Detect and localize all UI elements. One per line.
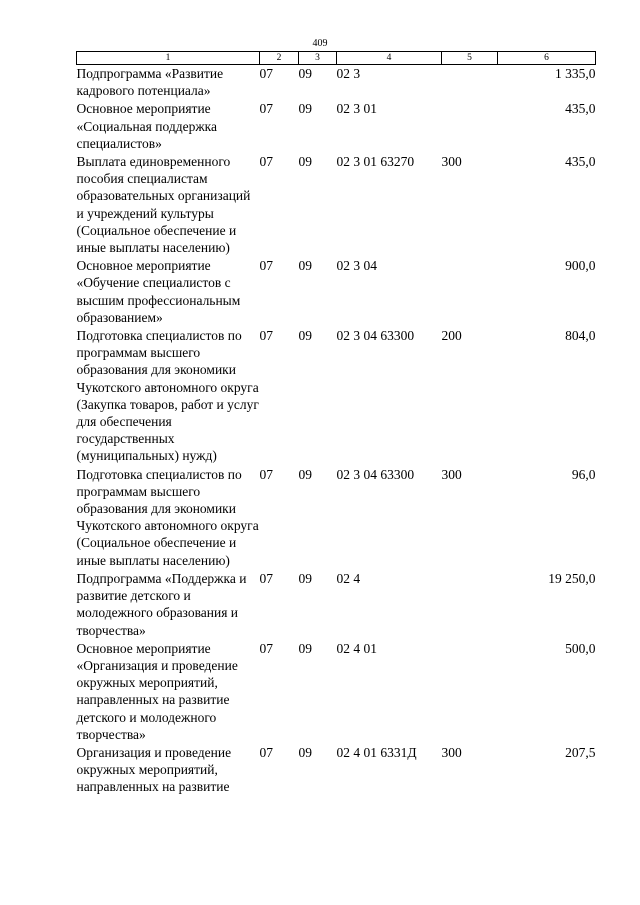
- row-name: Подпрограмма «Поддержка и развитие детского и молодежного образования и творчества»: [76, 570, 247, 638]
- row-target-article: 02 3 01 63270: [336, 154, 415, 170]
- row-expense-type: 300: [441, 466, 462, 482]
- column-header: 1: [77, 52, 260, 65]
- row-target-article: 02 3 04: [336, 258, 377, 274]
- column-header: 3: [299, 52, 337, 65]
- row-target-article: 02 4 01: [336, 640, 377, 656]
- row-name: Подготовка специалистов по программам высшего образования для экономики Чукотского автономного округа (Закупка товаров, работ и услуг для обеспечения государственных (муниципальных) нужд): [76, 328, 259, 464]
- column-header: 6: [498, 52, 596, 65]
- row-section: 07: [259, 258, 273, 274]
- row-section: 07: [259, 154, 273, 170]
- row-section: 07: [259, 466, 273, 482]
- row-expense-type: 300: [441, 744, 462, 760]
- row-amount: 435,0: [565, 154, 596, 170]
- row-name: Подпрограмма «Развитие кадрового потенциала»: [76, 66, 224, 99]
- row-amount: 435,0: [565, 101, 596, 117]
- row-name: Основное мероприятие «Социальная поддержка специалистов»: [76, 101, 217, 151]
- row-subsection: 09: [298, 66, 312, 81]
- table-row: [77, 570, 596, 640]
- row-subsection: 09: [298, 570, 312, 586]
- row-expense-type: [442, 65, 498, 101]
- row-expense-type: [442, 100, 498, 153]
- row-section: 07: [259, 744, 273, 760]
- row-name: Организация и проведение окружных мероприятий, направленных на развитие: [76, 744, 232, 795]
- table-row: [77, 466, 596, 570]
- row-subsection: 09: [298, 154, 312, 170]
- table-header: [77, 52, 596, 65]
- column-header: 2: [260, 52, 299, 65]
- row-target-article: 02 3 01: [336, 101, 377, 117]
- row-amount: 500,0: [565, 640, 596, 656]
- row-section: 07: [259, 328, 273, 344]
- row-target-article: 02 4: [336, 570, 361, 586]
- row-subsection: 09: [298, 101, 312, 117]
- row-target-article: 02 3 04 63300: [336, 328, 415, 344]
- column-header: 4: [337, 52, 442, 65]
- row-section: 07: [259, 570, 273, 586]
- table-row: [77, 327, 596, 466]
- row-amount: 207,5: [565, 744, 596, 760]
- table-row: [77, 640, 596, 744]
- row-name: Подготовка специалистов по программам высшего образования для экономики Чукотского автономного округа (Социальное обеспечение и иные выплаты населению): [76, 466, 259, 568]
- row-subsection: 09: [298, 258, 312, 274]
- row-name: Основное мероприятие «Обучение специалистов с высшим профессиональным образованием»: [76, 258, 241, 325]
- table-row: [77, 153, 596, 257]
- row-section: 07: [259, 101, 273, 117]
- row-section: 07: [259, 640, 273, 656]
- table-row: [77, 744, 596, 797]
- row-subsection: 09: [298, 328, 312, 344]
- table-row: [77, 257, 596, 327]
- row-target-article: 02 3 04 63300: [336, 466, 415, 482]
- row-amount: 1 335,0: [555, 66, 596, 81]
- row-expense-type: 300: [441, 154, 462, 170]
- row-expense-type: [442, 570, 498, 640]
- row-subsection: 09: [298, 640, 312, 656]
- row-expense-type: [442, 257, 498, 327]
- page-number: 409: [312, 38, 328, 49]
- row-target-article: 02 4 01 6331Д: [336, 744, 417, 760]
- row-name: Выплата единовременного пособия специалистам образовательных организаций и учреждений культуры (Социальное обеспечение и иные выплаты населению): [76, 154, 251, 256]
- row-subsection: 09: [298, 744, 312, 760]
- row-subsection: 09: [298, 466, 312, 482]
- table-row: [77, 100, 596, 153]
- row-target-article: 02 3: [336, 66, 361, 81]
- row-expense-type: [442, 640, 498, 744]
- row-amount: 96,0: [571, 466, 596, 482]
- table-row: [77, 65, 596, 101]
- column-header: 5: [442, 52, 498, 65]
- budget-table: [76, 51, 596, 797]
- column-number-row: [77, 52, 596, 65]
- row-section: 07: [259, 66, 273, 81]
- row-name: Основное мероприятие «Организация и проведение окружных мероприятий, направленных на развитие детского и молодежного творчества»: [76, 640, 238, 742]
- row-amount: 804,0: [565, 328, 596, 344]
- row-amount: 900,0: [565, 258, 596, 274]
- row-amount: 19 250,0: [548, 570, 596, 586]
- row-expense-type: 200: [441, 328, 462, 344]
